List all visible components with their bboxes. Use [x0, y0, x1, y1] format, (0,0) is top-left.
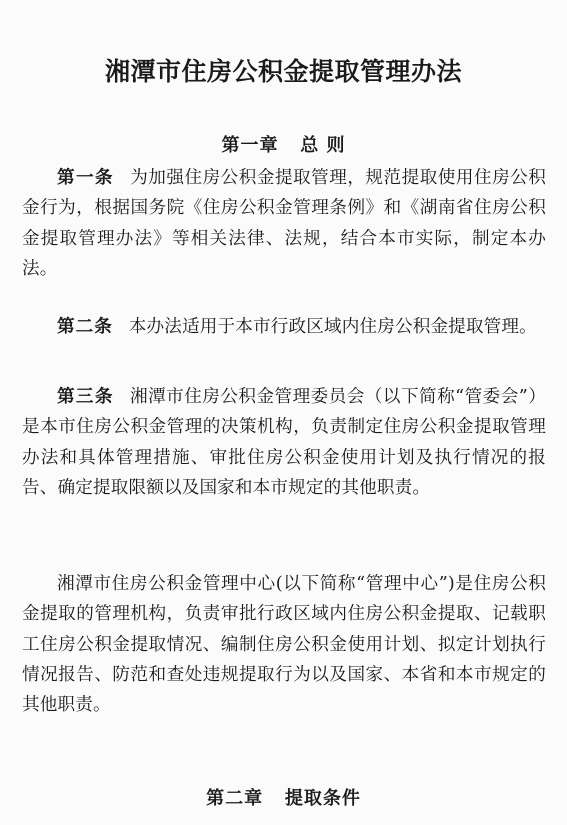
article-text: 为加强住房公积金提取管理，规范提取使用住房公积金行为，根据国务院《住房公积金管理条例》和《湖南省住房公积金提取管理办法》等相关法律、法规，结合本市实际，制定本办法。 [22, 168, 546, 279]
article-label: 第三条 [57, 387, 114, 407]
chapter-heading-2: 第二章 提取条件 [206, 788, 361, 809]
article-text: 湘潭市住房公积金管理委员会（以下简称“管委会”）是本市住房公积金管理的决策机构，负责制定住房公积金提取管理办法和具体管理措施、审批住房公积金使用计划及执行情况的报告、确定提取限额以及国家和本市规定的其他职责。 [22, 387, 546, 498]
article-3-paragraph-2: 湘潭市住房公积金管理中心(以下简称“管理中心”)是住房公积金提取的管理机构，负责审批行政区域内住房公积金提取、记载职工住房公积金提取情况、编制住房公积金使用计划、拟定计划执行情况报告、防范和查处违规提取行为以及国家、本省和本市规定的其他职责。 [22, 574, 546, 716]
document-title: 湘潭市住房公积金提取管理办法 [104, 57, 462, 86]
article-label: 第二条 [57, 317, 113, 337]
chapter-heading-1: 第一章 总 则 [221, 135, 346, 156]
article-1 [22, 163, 546, 284]
article-2 [22, 312, 546, 342]
article-label: 第一条 [57, 168, 114, 188]
article-text: 本办法适用于本市行政区域内住房公积金提取管理。 [128, 317, 537, 337]
article-3 [22, 382, 546, 503]
